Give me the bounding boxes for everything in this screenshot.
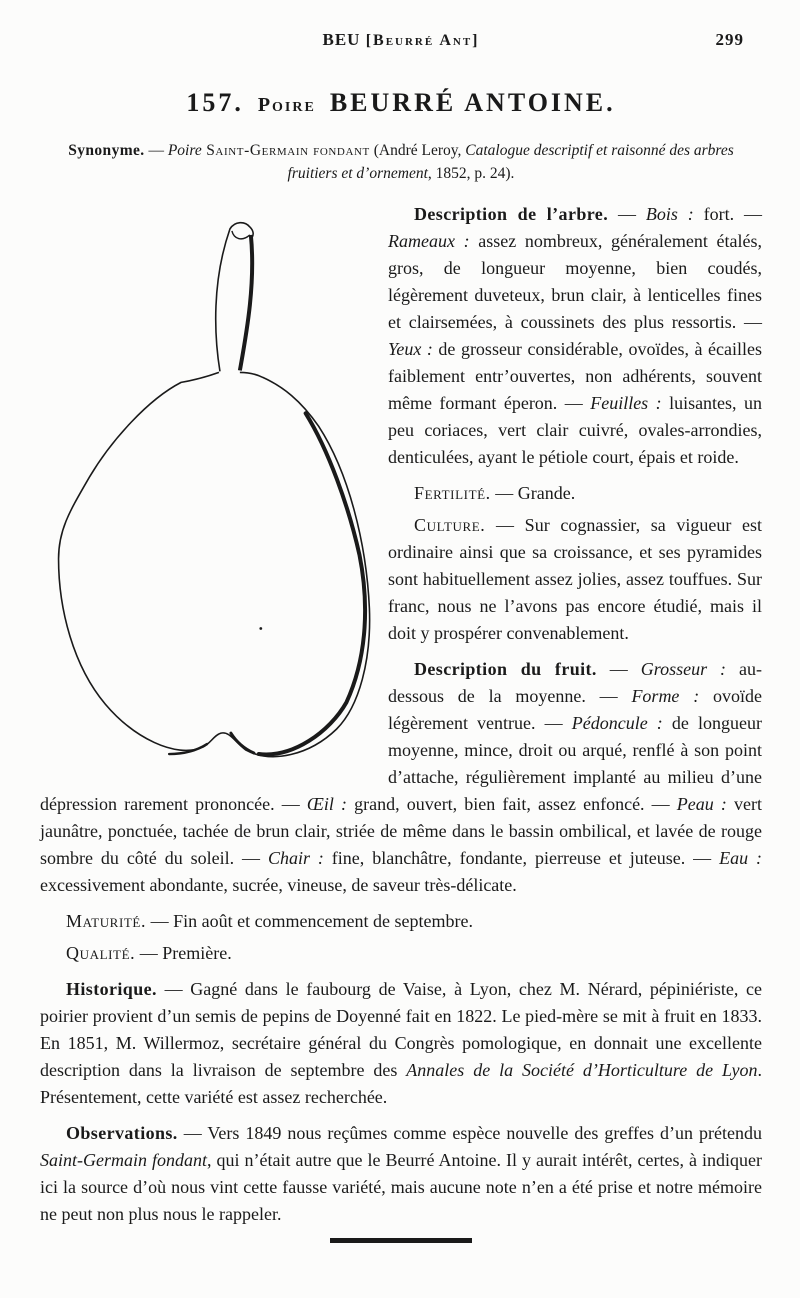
text-segment: Pédoncule : xyxy=(571,713,663,733)
text-segment: Poire xyxy=(167,142,202,159)
text-segment: Qualité. xyxy=(66,943,136,963)
text-segment: , qui n’était autre que le Beurré Antoine. Il y aurait intérêt, certes, à indiquer ici la source d’où nous vint cette fausse variété, mais aucune note n’en a été prise et notre mémoire ne peut non plus nous le rappeler. xyxy=(40,1150,762,1224)
paragraph-observations xyxy=(40,1120,762,1228)
text-segment: vert jaunâtre, ponctuée, tachée de brun clair, striée de même dans le bassin ombilical, et lavée de rouge sombre du côté du soleil. — xyxy=(40,794,763,868)
pear-shading-right xyxy=(259,413,365,754)
text-segment: Culture. xyxy=(414,515,486,535)
text-segment: Chair : xyxy=(267,848,324,868)
text-segment: Peau : xyxy=(676,794,727,814)
text-segment: (André Leroy, xyxy=(369,142,466,159)
pear-stem-right-edge xyxy=(240,235,252,371)
article-number: 157. xyxy=(186,88,244,117)
text-segment: . Présentement, cette variété est assez recherchée. xyxy=(40,1060,762,1107)
pear-stem-cut-detail xyxy=(232,231,250,239)
text-segment: Fertilité. xyxy=(414,483,491,503)
text-segment: au-dessous de la moyenne. — xyxy=(388,659,762,706)
pear-shading-notch xyxy=(231,733,254,753)
paragraph-historique xyxy=(40,976,762,1111)
text-segment: — xyxy=(144,142,168,159)
text-segment: de longueur moyenne, mince, droit ou arqué, renflé à son point d’attache, régulièrement implanté au milieu d’une dépression rarement prononcée. — xyxy=(40,713,762,814)
text-segment: Catalogue descriptif et raisonné des arbres fruitiers et d’ornement xyxy=(287,142,734,182)
text-segment: Grosseur : xyxy=(640,659,727,679)
text-segment: Œil : xyxy=(306,794,347,814)
text-segment: , 1852, p. 24). xyxy=(427,165,515,182)
text-segment: — Fin août et commencement de septembre. xyxy=(146,911,473,931)
synonym-paragraph xyxy=(51,139,751,185)
text-segment: Historique. xyxy=(66,979,157,999)
pear-body-outline xyxy=(59,372,370,756)
text-segment: Rameaux : xyxy=(388,231,470,251)
ink-speck xyxy=(259,627,262,630)
text-segment: ovoïde légèrement ventrue. — xyxy=(388,686,763,733)
text-segment: — Sur cognassier, sa vigueur est ordinaire ainsi que sa croissance, et ses pyramides sont habituellement assez jolies, assez touffues. Sur franc, nous ne l’avons pas encore étudié, mais il doit y prospérer convenablement. xyxy=(388,515,762,643)
running-header xyxy=(40,30,762,52)
paragraph-qualite xyxy=(40,940,762,967)
text-segment: — xyxy=(608,204,646,224)
article-title xyxy=(40,82,762,119)
text-segment: de grosseur considérable, ovoïdes, à écailles faiblement entr’ouvertes, non adhérents, souvent même formant éperon. — xyxy=(388,339,762,413)
text-segment: fine, blanchâtre, fondante, pierreuse et juteuse. — xyxy=(323,848,720,868)
running-title-bracket: [Beurré Ant] xyxy=(365,32,480,49)
text-segment: — xyxy=(596,659,641,679)
text-segment: Feuilles : xyxy=(590,393,662,413)
text-segment: Observations. xyxy=(66,1123,178,1143)
text-segment: Saint-Germain fondant xyxy=(201,142,370,159)
text-segment: assez nombreux, généralement étalés, gros, de longueur moyenne, bien coudés, légèrement duveteux, brun clair, à lenticelles fines et clairsemées, à coussinets des plus ressortis. — xyxy=(388,231,763,332)
text-segment: Yeux : xyxy=(388,339,433,359)
page-number: 299 xyxy=(715,30,744,49)
article-body xyxy=(40,201,762,1243)
pear-figure-svg xyxy=(40,215,376,763)
text-segment: Annales de la Société d’Horticulture de Lyon xyxy=(406,1060,758,1080)
pear-illustration xyxy=(40,215,376,763)
pear-stem-left-edge xyxy=(216,223,253,372)
title-variety-word: Poire xyxy=(257,94,316,116)
text-segment: Forme : xyxy=(631,686,700,706)
paragraph-maturite xyxy=(40,908,762,935)
text-segment: Description de l’arbre. xyxy=(414,204,609,224)
text-segment: Saint-Germain fondant xyxy=(40,1150,208,1170)
text-segment: — Grande. xyxy=(490,483,576,503)
text-segment: Eau : xyxy=(719,848,762,868)
text-segment: grand, ouvert, bien fait, assez enfoncé. — xyxy=(346,794,677,814)
text-segment: luisantes, un peu coriaces, vert clair cuivré, ovales-arrondies, denticulées, ayant le pétiole court, épais et roide. xyxy=(388,393,762,467)
text-segment: — Première. xyxy=(135,943,232,963)
running-title-section: BEU xyxy=(322,30,366,49)
text-segment: — Vers 1849 nous reçûmes comme espèce nouvelle des greffes d’un prétendu xyxy=(177,1123,762,1143)
title-cultivar-name: BEURRÉ ANTOINE. xyxy=(329,88,616,117)
text-segment: Bois : xyxy=(645,204,694,224)
text-segment: excessivement abondante, sucrée, vineuse, de saveur très-délicate. xyxy=(40,875,517,895)
text-segment: Maturité. xyxy=(66,911,147,931)
text-segment: — Gagné dans le faubourg de Vaise, à Lyon, chez M. Nérard, pépiniériste, ce poirier provient d’un semis de pepins de Doyenné fait en 1822. Le pied-mère se mit à fruit en 1833. En 1851, M. Willermoz, secrétaire général du Congrès pomologique, en donnait une excellente description dans la livraison de septembre des xyxy=(40,979,762,1080)
text-segment: Description du fruit. xyxy=(414,659,597,679)
section-divider-bar xyxy=(330,1238,472,1243)
text-segment: fort. — xyxy=(693,204,762,224)
text-segment: Synonyme. xyxy=(68,142,145,159)
